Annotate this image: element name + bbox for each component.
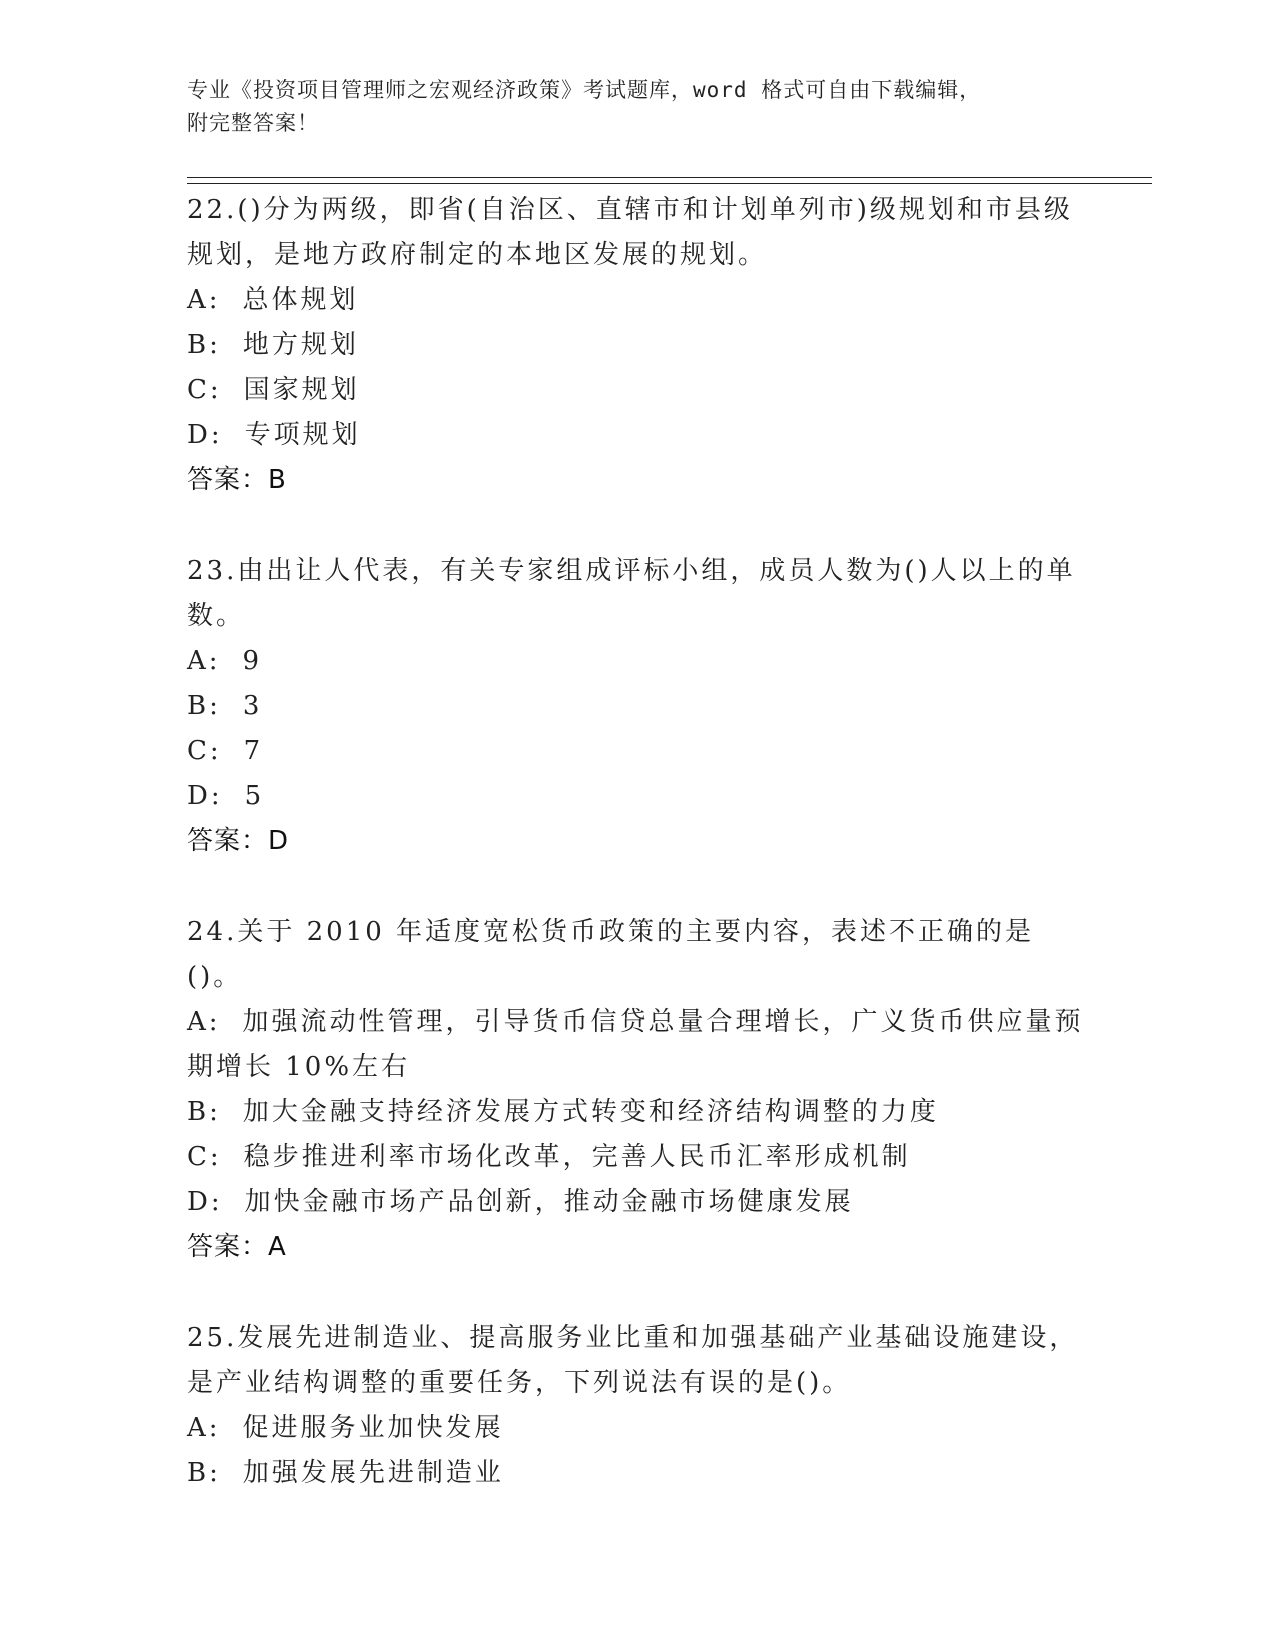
header-divider-top — [187, 177, 1152, 178]
option-c — [187, 1135, 1087, 1180]
question-24 — [187, 910, 1087, 1270]
option-text: 专项规划 — [244, 420, 361, 450]
option-text: 总体规划 — [242, 285, 359, 315]
option-text: 稳步推进利率市场化改革，完善人民币汇率形成机制 — [243, 1142, 911, 1172]
question-stem: 23.由出让人代表，有关专家组成评标小组，成员人数为()人以上的单数。 — [187, 556, 1076, 631]
answer-line: 答案：A — [187, 1232, 287, 1262]
option-d — [187, 774, 1087, 819]
option-letter: B: — [187, 1458, 221, 1488]
option-text: 7 — [243, 736, 264, 766]
option-d — [187, 413, 1087, 458]
option-letter: B: — [187, 1097, 221, 1127]
option-a — [187, 639, 1087, 684]
option-text: 加快金融市场产品创新，推动金融市场健康发展 — [244, 1187, 854, 1217]
option-c — [187, 729, 1087, 774]
option-text: 加大金融支持经济发展方式转变和经济结构调整的力度 — [242, 1097, 939, 1127]
option-letter: C: — [187, 375, 222, 405]
option-a — [187, 278, 1087, 323]
option-a — [187, 1000, 1087, 1090]
option-letter: D: — [187, 1187, 223, 1217]
question-stem: 24.关于 2010 年适度宽松货币政策的主要内容，表述不正确的是()。 — [187, 917, 1035, 992]
option-letter: A: — [187, 285, 221, 315]
option-b — [187, 1451, 1087, 1496]
answer-line: 答案：D — [187, 826, 290, 856]
option-text: 促进服务业加快发展 — [242, 1413, 504, 1443]
header-line-1: 专业《投资项目管理师之宏观经济政策》考试题库，word 格式可自由下载编辑， — [187, 78, 982, 102]
option-b — [187, 323, 1087, 368]
option-letter: C: — [187, 1142, 222, 1172]
option-letter: C: — [187, 736, 222, 766]
option-text: 3 — [242, 691, 263, 721]
option-letter: B: — [187, 691, 221, 721]
option-letter: A: — [187, 646, 221, 676]
answer-line: 答案：B — [187, 465, 287, 495]
document-header — [187, 74, 1067, 140]
option-text: 加强流动性管理，引导货币信贷总量合理增长，广义货币供应量预期增长 10%左右 — [187, 1007, 1084, 1082]
question-stem: 25.发展先进制造业、提高服务业比重和加强基础产业基础设施建设，是产业结构调整的重要任务，下列说法有误的是()。 — [187, 1323, 1079, 1398]
option-b — [187, 684, 1087, 729]
option-letter: B: — [187, 330, 221, 360]
question-23 — [187, 549, 1087, 864]
option-letter: D: — [187, 781, 223, 811]
option-c — [187, 368, 1087, 413]
option-text: 加强发展先进制造业 — [242, 1458, 504, 1488]
option-a — [187, 1406, 1087, 1451]
option-letter: D: — [187, 420, 223, 450]
question-stem: 22.()分为两级，即省(自治区、直辖市和计划单列市)级规划和市县级规划，是地方政府制定的本地区发展的规划。 — [187, 195, 1073, 270]
header-divider-bottom — [187, 183, 1152, 184]
header-line-2: 附完整答案！ — [187, 111, 319, 135]
option-letter: A: — [187, 1413, 221, 1443]
option-d — [187, 1180, 1087, 1225]
question-25 — [187, 1316, 1087, 1496]
option-b — [187, 1090, 1087, 1135]
option-text: 地方规划 — [242, 330, 359, 360]
option-text: 5 — [244, 781, 265, 811]
option-text: 国家规划 — [243, 375, 360, 405]
question-list — [187, 188, 1087, 1542]
option-letter: A: — [187, 1007, 221, 1037]
option-text: 9 — [242, 646, 263, 676]
question-22 — [187, 188, 1087, 503]
